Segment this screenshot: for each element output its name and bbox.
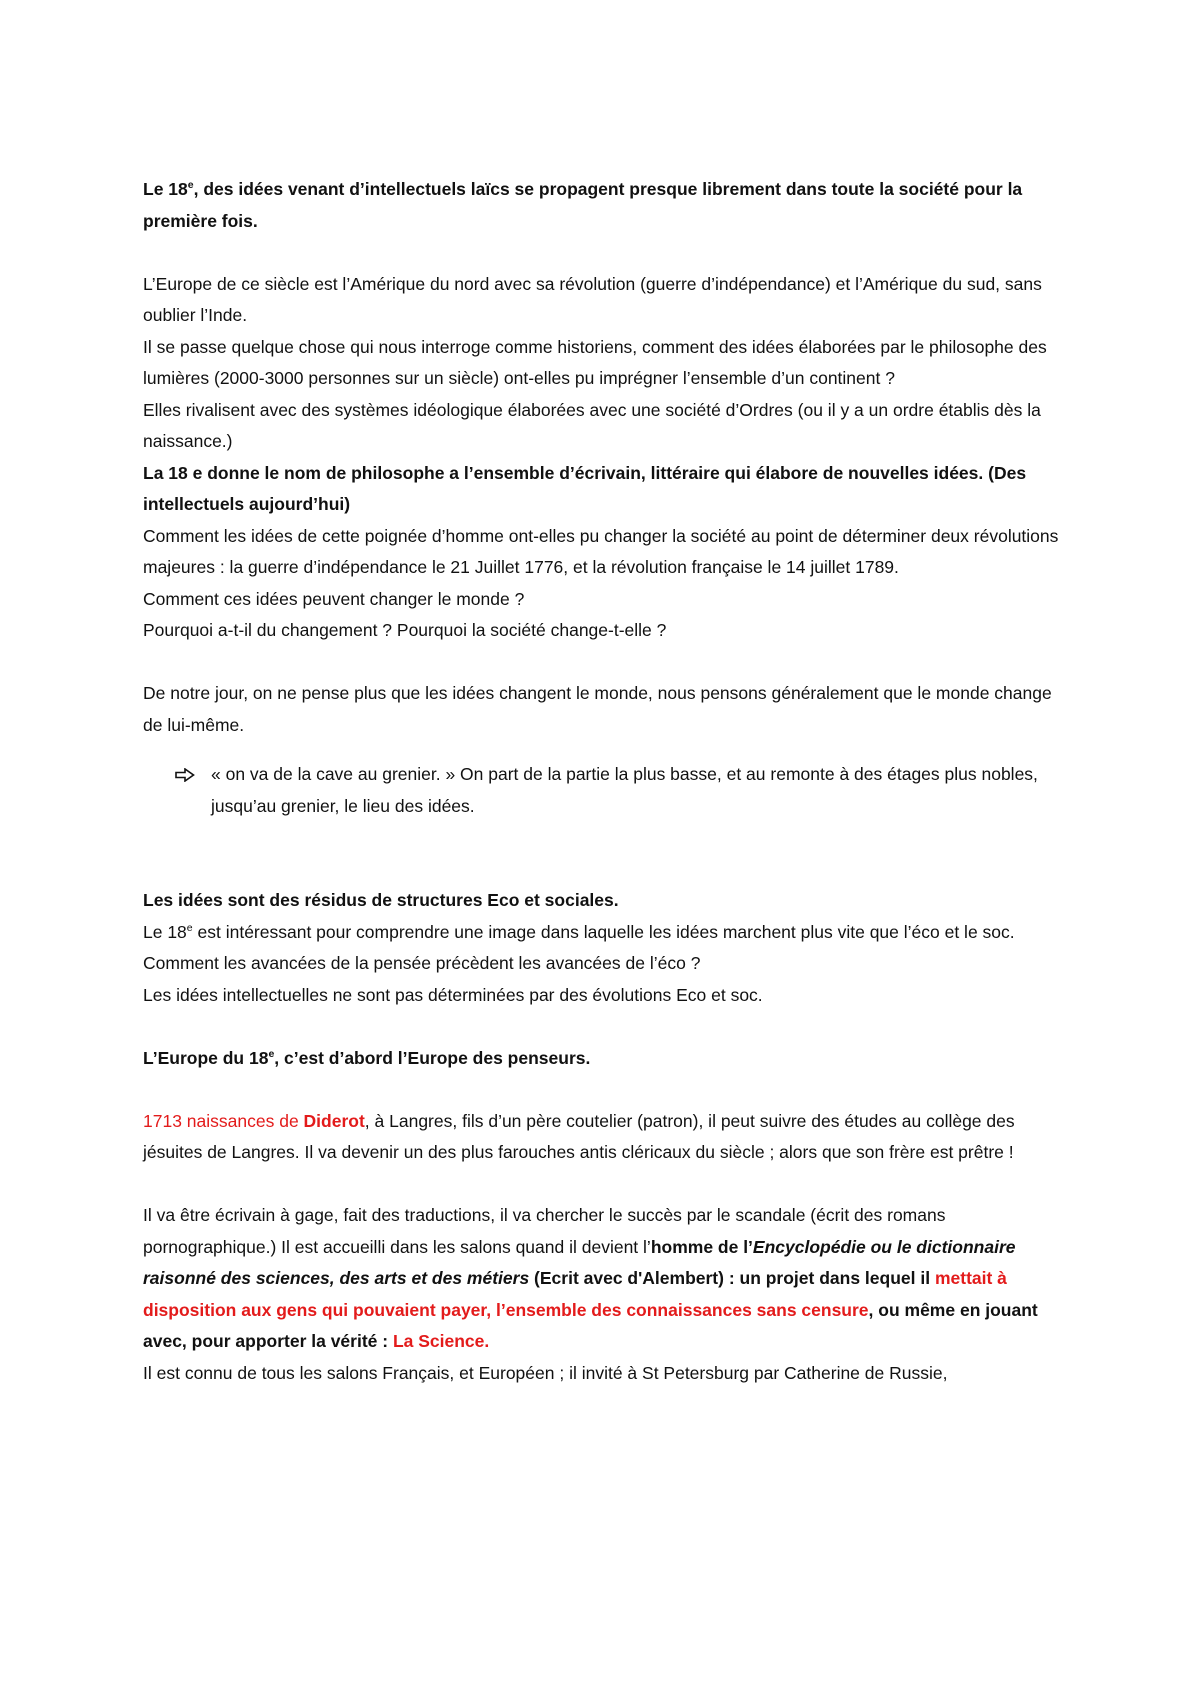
bold-text: homme de l’	[650, 1236, 753, 1257]
paragraph-residues: Les idées sont des résidus de structures Eco et sociales.	[143, 890, 619, 910]
blank-line	[143, 741, 1063, 759]
red-text: 1713 naissances de	[143, 1110, 304, 1131]
document-page	[143, 174, 1063, 1389]
bullet-item	[175, 759, 1063, 822]
intro-paragraph	[143, 174, 1063, 237]
text-end: , c’est d’abord l’Europe des penseurs.	[274, 1047, 591, 1068]
paragraph-salons: Il est connu de tous les salons Français, et Européen ; il invité à St Petersburg par Catherine de Russie,	[143, 1362, 948, 1383]
paragraph-revolutions: Comment les idées de cette poignée d’homme ont-elles pu changer la société au point de déterminer deux révolutions majeures : la guerre d’indépendance le 21 Juillet 1776, et la révolution française le 14 juillet 1789.	[143, 525, 1059, 577]
paragraph-europe: L’Europe de ce siècle est l’Amérique du nord avec sa révolution (guerre d’indépendance) et l’Amérique du sud, sans oublier l’Inde.	[143, 273, 1042, 325]
encyclopedie-title: Encyclopédie ou le dictionnaire raisonné des sciences, des arts et des métiers	[143, 1236, 1016, 1288]
blank-line	[143, 1011, 1063, 1043]
superscript: e	[186, 921, 193, 934]
paragraph-today: De notre jour, on ne pense plus que les idées changent le monde, nous pensons généralement que le monde change de lui-même.	[143, 683, 1052, 735]
paragraph-advances: Comment les avancées de la pensée précèdent les avancées de l’éco ?	[143, 953, 701, 973]
bold-text: (Ecrit avec d'Alembert) : un projet dans lequel il	[529, 1268, 935, 1288]
intro-text-end: , des idées venant d’intellectuels laïcs se propagent presque librement dans toute la société pour la première fois.	[143, 179, 1023, 231]
bullet-text: « on va de la cave au grenier. » On part de la partie la plus basse, et au remonte à des étages plus nobles, jusqu’au grenier, le lieu des idées.	[211, 764, 1038, 816]
paragraph-change-world: Comment ces idées peuvent changer le monde ?	[143, 588, 525, 609]
paragraph-why-change: Pourquoi a-t-il du changement ? Pourquoi la société change-t-elle ?	[143, 620, 667, 640]
paragraph-encyclopedie	[143, 1200, 1063, 1358]
text-rest: , à Langres, fils d’un père coutelier (patron), il peut suivre des études au collège des jésuites de Langres. Il va devenir un des plus farouches antis cléricaux du siècle ; alors que son frère est prêtre !	[143, 1110, 1015, 1162]
blank-line	[143, 237, 1063, 269]
paragraph-philosophe-definition: La 18 e donne le nom de philosophe a l’ensemble d’écrivain, littéraire qui élabore de nouvelles idées. (Des intellectuels aujourd’hui)	[143, 462, 1027, 514]
paragraph-ideologies: Elles rivalisent avec des systèmes idéologique élaborées avec une société d’Ordres (ou il y a un ordre établis dès la naissance.)	[143, 399, 1041, 451]
paragraph-diderot-birth	[143, 1106, 1063, 1169]
text-start: Le 18	[143, 921, 187, 942]
blank-line	[143, 1169, 1063, 1201]
blank-lines	[143, 822, 1063, 885]
text-start: L’Europe du 18	[143, 1047, 269, 1068]
heading-europe-thinkers	[143, 1043, 1063, 1075]
paragraph-question-historians: Il se passe quelque chose qui nous interroge comme historiens, comment des idées élaborées par le philosophe des lumières (2000-3000 personnes sur un siècle) ont-elles pu imprégner l’ensemble d’un continent ?	[143, 336, 1047, 388]
la-science-text: La Science.	[392, 1331, 490, 1351]
intro-text-start: Le 18	[143, 179, 188, 199]
blank-line	[143, 1074, 1063, 1106]
text-part: Il va être écrivain à gage, fait des traductions, il va chercher le succès par le scandale (écrit des romans pornographique.) Il est accueilli dans les salons quand il devient l’	[143, 1205, 946, 1257]
right-arrow-outline-icon	[175, 759, 211, 822]
blank-line	[143, 647, 1063, 679]
paragraph-not-determined: Les idées intellectuelles ne sont pas déterminées par des évolutions Eco et soc.	[143, 984, 763, 1005]
red-bold-text: mettait à disposition aux gens qui pouvaient payer, l’ensemble des connaissances sans censure	[143, 1268, 1007, 1320]
diderot-name: Diderot	[303, 1110, 365, 1131]
paragraph-interesting	[143, 917, 1063, 949]
bold-text: , ou même en jouant avec, pour apporter la vérité :	[143, 1299, 1038, 1351]
superscript: e	[268, 1047, 275, 1060]
text-end: est intéressant pour comprendre une image dans laquelle les idées marchent plus vite que l’éco et le soc.	[192, 921, 1015, 942]
superscript: e	[187, 179, 194, 192]
